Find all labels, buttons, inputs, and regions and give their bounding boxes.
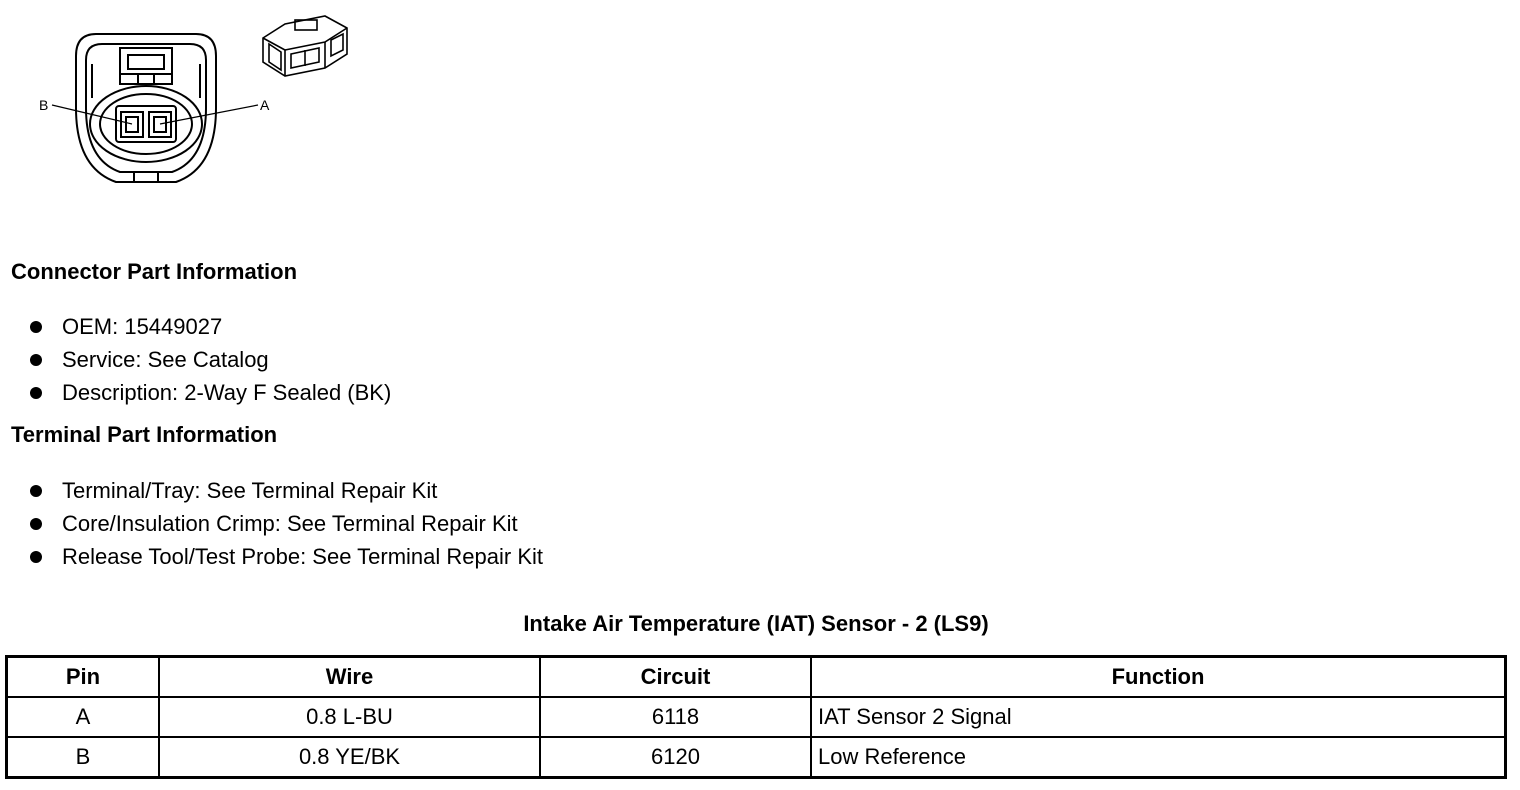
function-cell: Low Reference <box>811 737 1506 778</box>
table-header-row <box>7 657 1506 698</box>
bullet-icon <box>30 321 42 333</box>
bullet-icon <box>30 387 42 399</box>
list-item <box>0 310 391 343</box>
column-header-function: Function <box>811 657 1506 698</box>
connector-front-view-diagram <box>36 28 276 193</box>
bullet-icon <box>30 485 42 497</box>
pin-b-label: B <box>39 97 49 113</box>
list-item-text: Service: See Catalog <box>62 347 269 372</box>
pin-cell: A <box>7 697 160 737</box>
list-item-text: Core/Insulation Crimp: See Terminal Repair Kit <box>62 511 518 536</box>
column-header-wire: Wire <box>159 657 540 698</box>
list-item <box>0 507 543 540</box>
list-item-text: Terminal/Tray: See Terminal Repair Kit <box>62 478 438 503</box>
list-item <box>0 376 391 409</box>
pinout-table <box>5 655 1507 779</box>
column-header-pin: Pin <box>7 657 160 698</box>
circuit-cell: 6120 <box>540 737 811 778</box>
wire-cell: 0.8 YE/BK <box>159 737 540 778</box>
table-row <box>7 737 1506 778</box>
list-item-text: OEM: 15449027 <box>62 314 223 339</box>
pin-cell: B <box>7 737 160 778</box>
bullet-icon <box>30 518 42 530</box>
connector-part-info-heading: Connector Part Information <box>11 259 298 284</box>
pin-a-leader-line <box>160 105 258 124</box>
list-item <box>0 474 543 507</box>
function-cell: IAT Sensor 2 Signal <box>811 697 1506 737</box>
pin-a-label: A <box>260 97 270 113</box>
list-item-text: Release Tool/Test Probe: See Terminal Repair Kit <box>62 544 543 569</box>
list-item-text: Description: 2-Way F Sealed (BK) <box>62 380 392 405</box>
terminal-part-info-list <box>0 474 543 573</box>
wire-cell: 0.8 L-BU <box>159 697 540 737</box>
column-header-circuit: Circuit <box>540 657 811 698</box>
table-row <box>7 697 1506 737</box>
connector-part-info-list <box>0 310 391 409</box>
pinout-table-title: Intake Air Temperature (IAT) Sensor - 2 (LS9) <box>523 611 989 636</box>
circuit-cell: 6118 <box>540 697 811 737</box>
bullet-icon <box>30 551 42 563</box>
connector-isometric-diagram <box>255 10 355 80</box>
terminal-part-info-heading: Terminal Part Information <box>11 422 278 447</box>
bullet-icon <box>30 354 42 366</box>
list-item <box>0 540 543 573</box>
list-item <box>0 343 391 376</box>
